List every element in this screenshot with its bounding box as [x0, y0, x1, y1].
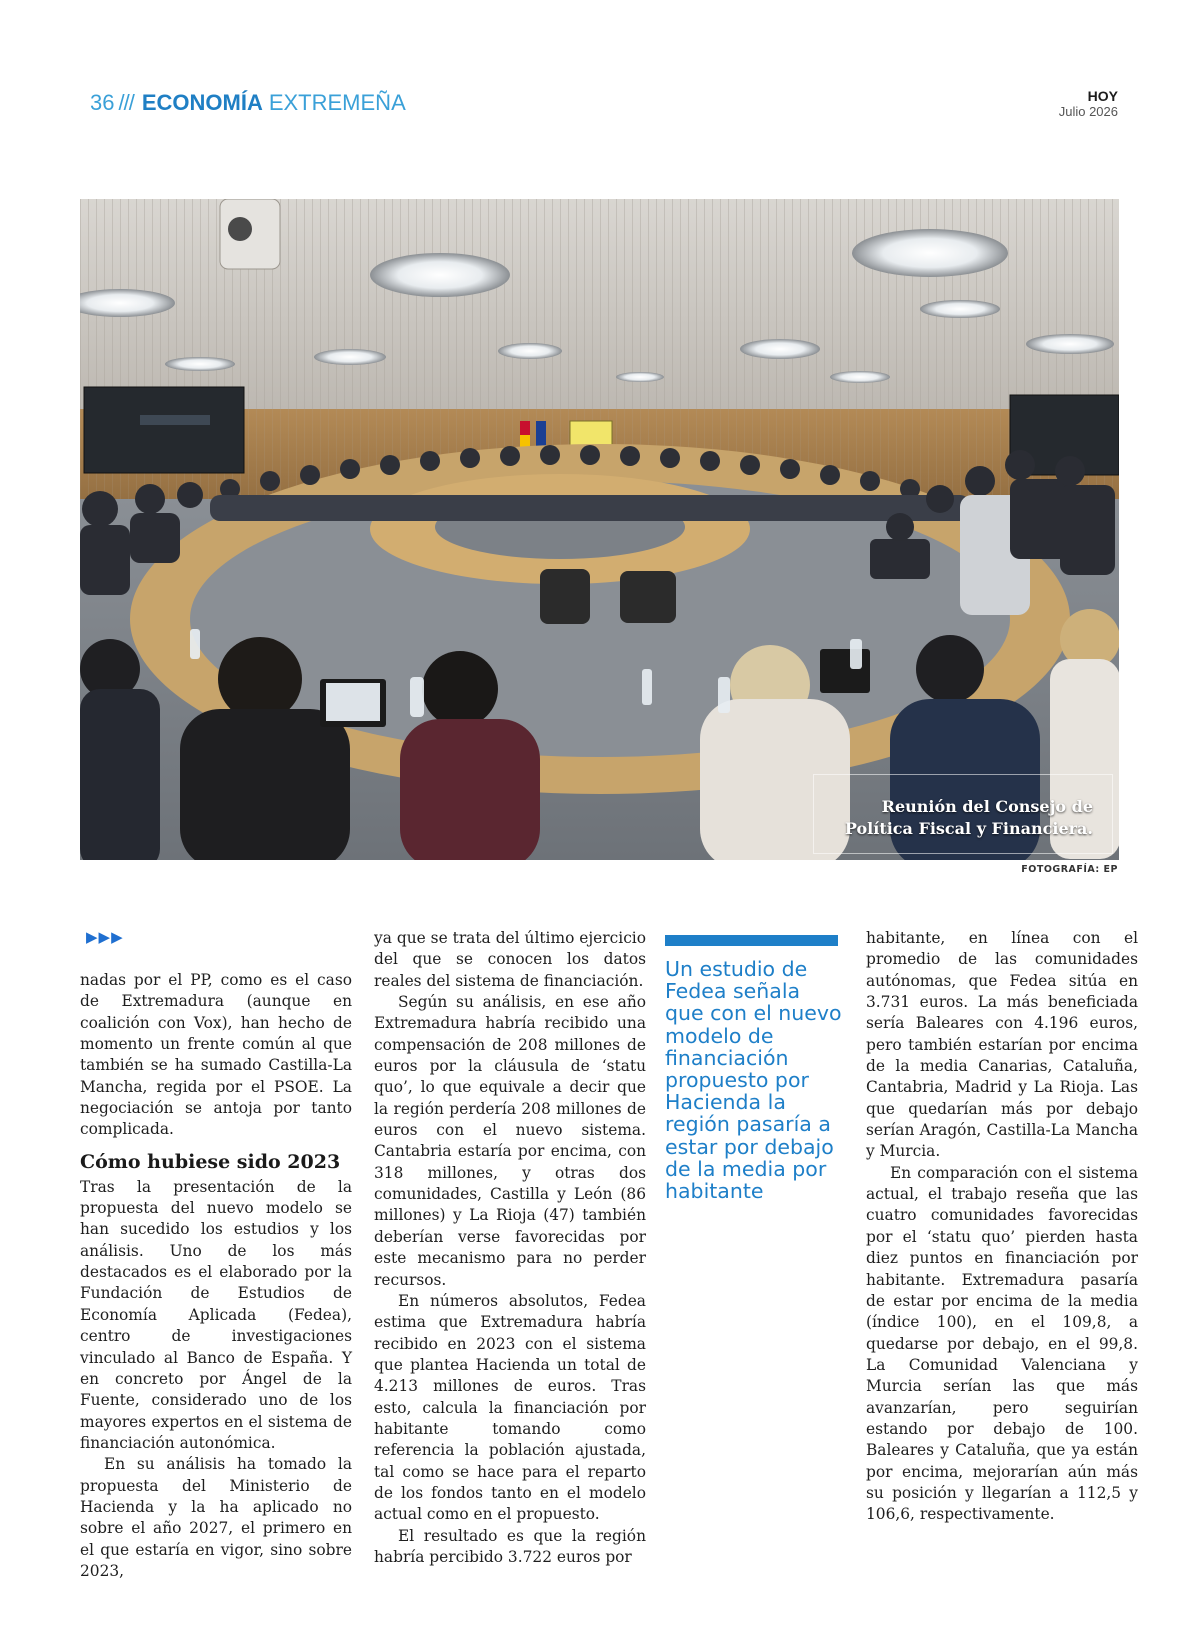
- masthead: [1059, 89, 1118, 119]
- photo-caption: [845, 796, 1093, 840]
- paragraph: nadas por el PP, como es el caso de Extremadura (aunque en coalición con Vox), han hecho de momento un frente común al que también se ha sumado Castilla-La Mancha, regida por el PSOE. La negociación se antoja por tanto complicada.: [80, 971, 352, 1139]
- photo-caption-line2: Política Fiscal y Financiera.: [844, 819, 1093, 838]
- article-column-2: [374, 928, 646, 1568]
- paragraph: ya que se trata del último ejercicio del que se conocen los datos reales del sistema de financiación.: [374, 929, 646, 990]
- page-number: 36: [90, 90, 115, 115]
- photo-credit: FOTOGRAFÍA: EP: [1021, 864, 1118, 875]
- paragraph: Tras la presentación de la propuesta del nuevo modelo se han sucedido los estudios y los análisis. Uno de los más destacados es el elaborado por la Fundación de Estudios de Economía Aplicada (Fedea), centro de investigaciones vinculado al Banco de España. Y en concreto por Ángel de la Fuente, considerado uno de los mayores expertos en el sistema de financiación autonómica.: [80, 1177, 352, 1452]
- paragraph: habitante, en línea con el promedio de las comunidades autónomas, que Fedea sitúa en 3.731 euros. La más beneficiada sería Baleares con 4.196 euros, pero también estarían por encima de la media Canarias, Cataluña, Cantabria, Madrid y La Rioja. Las que quedarían más por debajo serían Aragón, Castilla-La Mancha y Murcia.: [866, 929, 1138, 1161]
- meeting-illustration: [80, 199, 1119, 860]
- pull-quote: Un estudio de Fedea señala que con el nuevo modelo de financiación propuesto por Hacienda la región pasaría a estar por debajo de la media por habitante: [665, 957, 842, 1204]
- issue-date: Julio 2026: [1058, 104, 1118, 119]
- header-separator: ///: [118, 90, 134, 115]
- paragraph: En su análisis ha tomado la propuesta del Ministerio de Hacienda y la ha aplicado no sobre el año 2027, el primero en el que estaría en vigor, sino sobre 2023,: [80, 1455, 352, 1580]
- meeting-photo: [80, 199, 1119, 860]
- paragraph: El resultado es que la región habría percibido 3.722 euros por: [374, 1526, 646, 1566]
- paragraph: En comparación con el sistema actual, el trabajo reseña que las cuatro comunidades favorecidas por el ‘statu quo’ pierden hasta diez puntos en financiación por habitante. Extremadura pasaría de estar por encima de la media (índice 100), en el 109,8, a quedarse por debajo, en el 99,8. La Comunidad Valenciana y Murcia serían las que más avanzarían, pero seguirían estando por debajo de 100. Baleares y Cataluña, que ya están por encima, mejorarían aún más su posición y llegarían a 112,5 y 106,6, respectivamente.: [866, 1163, 1138, 1524]
- photo-caption-line1: Reunión del Consejo de: [881, 797, 1093, 816]
- subheading: Cómo hubiese sido 2023: [80, 1150, 341, 1173]
- article-column-4: [866, 928, 1138, 1526]
- continuation-arrows-icon: ▶▶▶: [86, 928, 124, 946]
- section-header: [90, 90, 406, 120]
- paragraph: En números absolutos, Fedea estima que Extremadura habría recibido en 2023 con el sistema que plantea Hacienda un total de 4.213 millones de euros. Tras esto, calcula la financiación por habitante tomando como referencia la población ajustada, tal como se hace para el reparto de los fondos tanto en el modelo actual como en el propuesto.: [374, 1291, 646, 1524]
- article-column-1: [80, 970, 352, 1582]
- section-subtitle: EXTREMEÑA: [268, 90, 406, 115]
- publication-name: HOY: [1087, 88, 1118, 104]
- section-title: ECONOMÍA: [141, 90, 263, 115]
- pull-quote-rule: [665, 935, 838, 946]
- paragraph: Según su análisis, en ese año Extremadura habría recibido una compensación de 208 millones de euros por la cláusula de ‘statu quo’, lo que equivale a decir que la región perdería 208 millones de euros con el nuevo sistema. Cantabria estaría por encima, con 318 millones, y otras dos comunidades, Castilla y León (86 millones) y La Rioja (47) también deberían verse favorecidas por este mecanismo para no perder recursos.: [374, 993, 646, 1289]
